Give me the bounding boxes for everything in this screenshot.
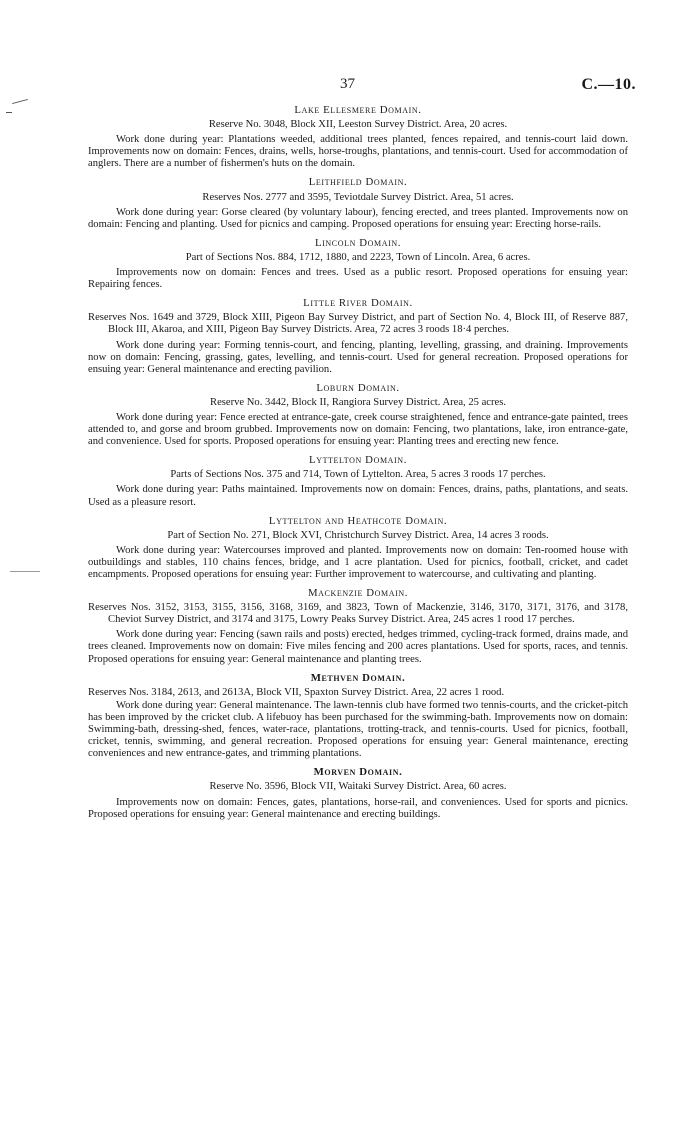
reserve-description: Parts of Sections Nos. 375 and 714, Town of Lyttelton. Area, 5 acres 3 roods 17 perches. [170,469,546,481]
section-heading: Loburn Domain. [316,381,400,394]
margin-mark [6,112,12,113]
reserve-description: Reserve No. 3596, Block VII, Waitaki Survey District. Area, 60 acres. [209,781,507,793]
section-paragraph: Work done during year: Forming tennis-court, and fencing, planting, levelling, grassing, and draining. Improvements now on domain: Fencing, grassing, gates, levelling, and tennis-court. Used for general recreation. Proposed operations for ensuing year: General maintenance and erecting pavilion. [88,339,628,375]
domain-section [88,297,628,376]
page-number: 37 [340,76,355,92]
section-paragraph: Work done during year: General maintenance. The lawn-tennis club have formed two tennis-courts, and the cricket-pitch has been improved by the cricket club. A lifebuoy has been purchased for the swimming-bath. Improvements now on domain: Swimming-bath, dressing-shed, fences, water-race, plantations, trotting-track, and tennis-courts. Used for picnics, football, cricket, tennis, swimming, and general recreation. Proposed operations for ensuing year: General maintenance, erecting conveniences and new entrance-gates, and trimming plantations. [88,699,628,760]
section-paragraph: Work done during year: Gorse cleared (by voluntary labour), fencing erected, and trees planted. Improvements now on domain: Fencing and planting. Used for picnics and camping. Proposed operations for ensuing year: Erecting horse-rails. [88,206,628,230]
section-paragraph: Work done during year: Paths maintained. Improvements now on domain: Fences, drains, paths, plantations, and seats. Used as a pleasure resort. [88,484,628,508]
reserve-description: Part of Section No. 271, Block XVI, Christchurch Survey District. Area, 14 acres 3 roods. [167,529,549,541]
domain-section [88,382,628,448]
section-paragraph: Improvements now on domain: Fences, gates, plantations, horse-rail, and conveniences. Used for sports and picnics. Proposed operations for ensuing year: General maintenance and erecting buildings. [88,796,628,820]
domain-section [88,672,628,761]
domain-section [88,454,628,508]
reserve-description: Reserve No. 3442, Block II, Rangiora Survey District. Area, 25 acres. [210,396,506,408]
section-heading: Lyttelton and Heathcote Domain. [268,514,448,527]
reserve-description: Reserves Nos. 2777 and 3595, Teviotdale Survey District. Area, 51 acres. [202,191,514,203]
section-paragraph: Work done during year: Fence erected at entrance-gate, creek course straightened, fence and entrance-gate painted, trees attended to, and gorse and broom grubbed. Improvements now on domain: Fencing, two plantations, lake, iron entrance-gate, and convenience. Used for sports. Proposed operations for ensuing year: Planting trees and erecting new fence. [88,411,628,448]
section-heading: Methven Domain. [310,671,406,684]
domain-section [88,237,628,291]
section-paragraph: Work done during year: Plantations weeded, additional trees planted, fences repaired, and tennis-court laid down. Improvements now on domain: Fences, drains, wells, horse-troughs, plantations, and tennis-court. Used for accommodation of anglers. There are a number of fishermen's huts on the domain. [88,134,628,170]
page-header [0,76,700,98]
domain-section [88,104,628,170]
document-reference: C.—10. [581,76,636,93]
document-body [88,104,628,827]
reserve-description: Reserves Nos. 1649 and 3729, Block XIII, Pigeon Bay Survey District, and part of Section No. 4, Block III, of Reserve 887, Block III, Akaroa, and XIII, Pigeon Bay Survey Districts. Area, 72 acres 3 roods 18·4 perches. [88,312,628,336]
section-heading: Leithfield Domain. [308,176,408,189]
section-heading: Mackenzie Domain. [307,587,409,600]
domain-section [88,766,628,820]
section-paragraph: Improvements now on domain: Fences and trees. Used as a public resort. Proposed operations for ensuing year: Repairing fences. [88,267,628,291]
domain-section [88,515,628,581]
reserve-description: Part of Sections Nos. 884, 1712, 1880, and 2223, Town of Lincoln. Area, 6 acres. [185,251,531,263]
reserve-description: Reserves Nos. 3152, 3153, 3155, 3156, 3168, 3169, and 3823, Town of Mackenzie, 3146, 3170, 3171, 3176, and 3178, Cheviot Survey District, and 3174 and 3175, Lowry Peaks Survey District. Area, 245 acres 1 rood 17 perches. [88,602,628,626]
section-heading: Morven Domain. [313,766,403,779]
reserve-description: Reserves Nos. 3184, 2613, and 2613A, Block VII, Spaxton Survey District. Area, 22 acres 1 rood. [88,686,505,698]
section-paragraph: Work done during year: Watercourses improved and planted. Improvements now on domain: Ten-roomed house with outbuildings and stables, 110 chains fences, bridge, and 1 acre plantation. Used for picnics, football, cricket, and cadet encampments. Proposed operations for ensuing year: Further improvement to watercourse, and cultivating and planting. [88,544,628,580]
section-heading: Lincoln Domain. [314,236,402,249]
margin-mark [12,99,28,104]
domain-section [88,176,628,230]
domain-section [88,587,628,666]
section-heading: Lake Ellesmere Domain. [294,104,422,116]
section-paragraph: Work done during year: Fencing (sawn rails and posts) erected, hedges trimmed, cycling-track formed, drains made, and trees cleaned. Improvements now on domain: Five miles fencing and 200 acres plantations. Used for sports, races, and tennis. Proposed operations for ensuing year: General maintenance and planting trees. [88,629,628,665]
section-heading: Little River Domain. [303,297,413,310]
reserve-description: Reserve No. 3048, Block XII, Leeston Survey District. Area, 20 acres. [208,119,508,131]
section-heading: Lyttelton Domain. [309,454,407,467]
margin-mark [10,571,40,572]
